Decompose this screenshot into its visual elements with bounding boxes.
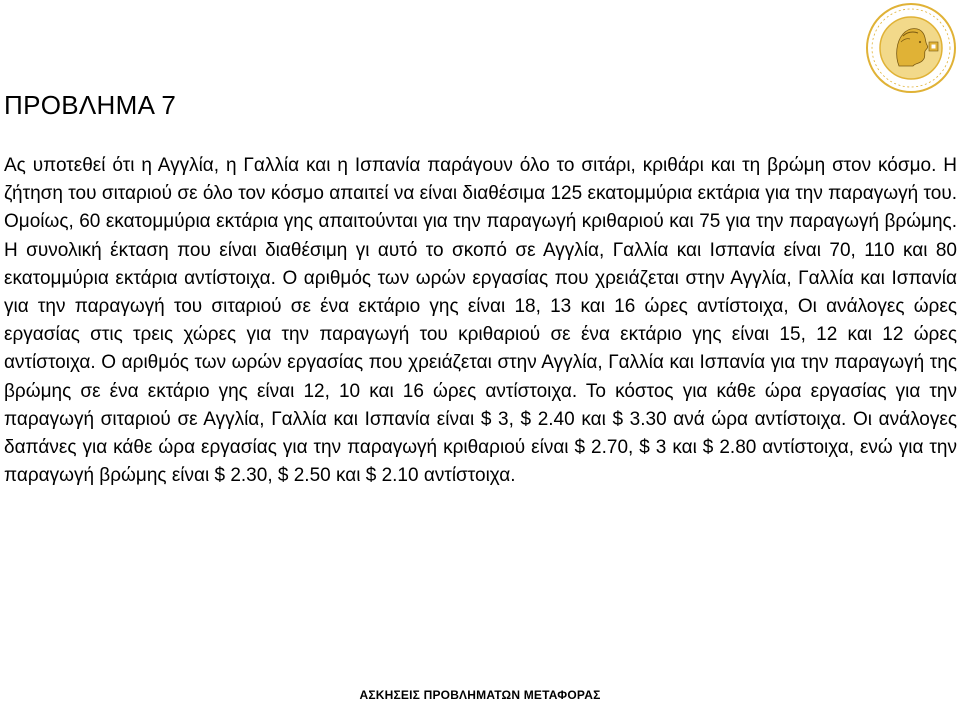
university-seal-icon [865, 2, 957, 94]
problem-statement: Ας υποτεθεί ότι η Αγγλία, η Γαλλία και η Ισπανία παράγουν όλο το σιτάρι, κριθάρι και τη βρώμη στον κόσμο. Η ζήτηση του σιταριού σε όλο τον κόσμο απαιτεί να είναι διαθέσιμα 125 εκατομμύρια εκτάρια για την παραγωγή του. Ομοίως, 60 εκατομμύρια εκτάρια γης απαιτούνται για την παραγωγή κριθαριού και 75 για την παραγωγή βρώμης. Η συνολική έκταση που είναι διαθέσιμη γι αυτό το σκοπό σε Αγγλία, Γαλλία και Ισπανία είναι 70, 110 και 80 εκατομμύρια εκτάρια αντίστοιχα. Ο αριθμός των ωρών εργασίας που χρειάζεται στην Αγγλία, Γαλλία και Ισπανία για την παραγωγή του σιταριού σε ένα εκτάριο γης είναι 18, 13 και 16 ώρες αντίστοιχα, Οι ανάλογες ώρες εργασίας στις τρεις χώρες για την παραγωγή του κριθαριού σε ένα εκτάριο γης είναι 15, 12 και 12 ώρες αντίστοιχα. Ο αριθμός των ωρών εργασίας που χρειάζεται στην Αγγλία, Γαλλία και Ισπανία για την παραγωγή της βρώμης σε ένα εκτάριο γης είναι 12, 10 και 16 ώρες αντίστοιχα. Το κόστος για κάθε ώρα εργασίας για την παραγωγή σιταριού σε Αγγλία, Γαλλία και Ισπανία είναι $ 3, $ 2.40 και $ 3.30 ανά ώρα αντίστοιχα. Οι ανάλογες δαπάνες για κάθε ώρα εργασίας για την παραγωγή κριθαριού είναι $ 2.70, $ 3 και $ 2.80 αντίστοιχα, ενώ για την παραγωγή βρώμης είναι $ 2.30, $ 2.50 και $ 2.10 αντίστοιχα. [4, 155, 957, 487]
page-footer: ΑΣΚΗΣΕΙΣ ΠΡΟΒΛΗΜΑΤΩΝ ΜΕΤΑΦΟΡΑΣ [359, 688, 601, 702]
problem-title: ΠΡΟΒΛΗΜΑ 7 [4, 90, 177, 120]
seal-graphic [865, 2, 957, 94]
